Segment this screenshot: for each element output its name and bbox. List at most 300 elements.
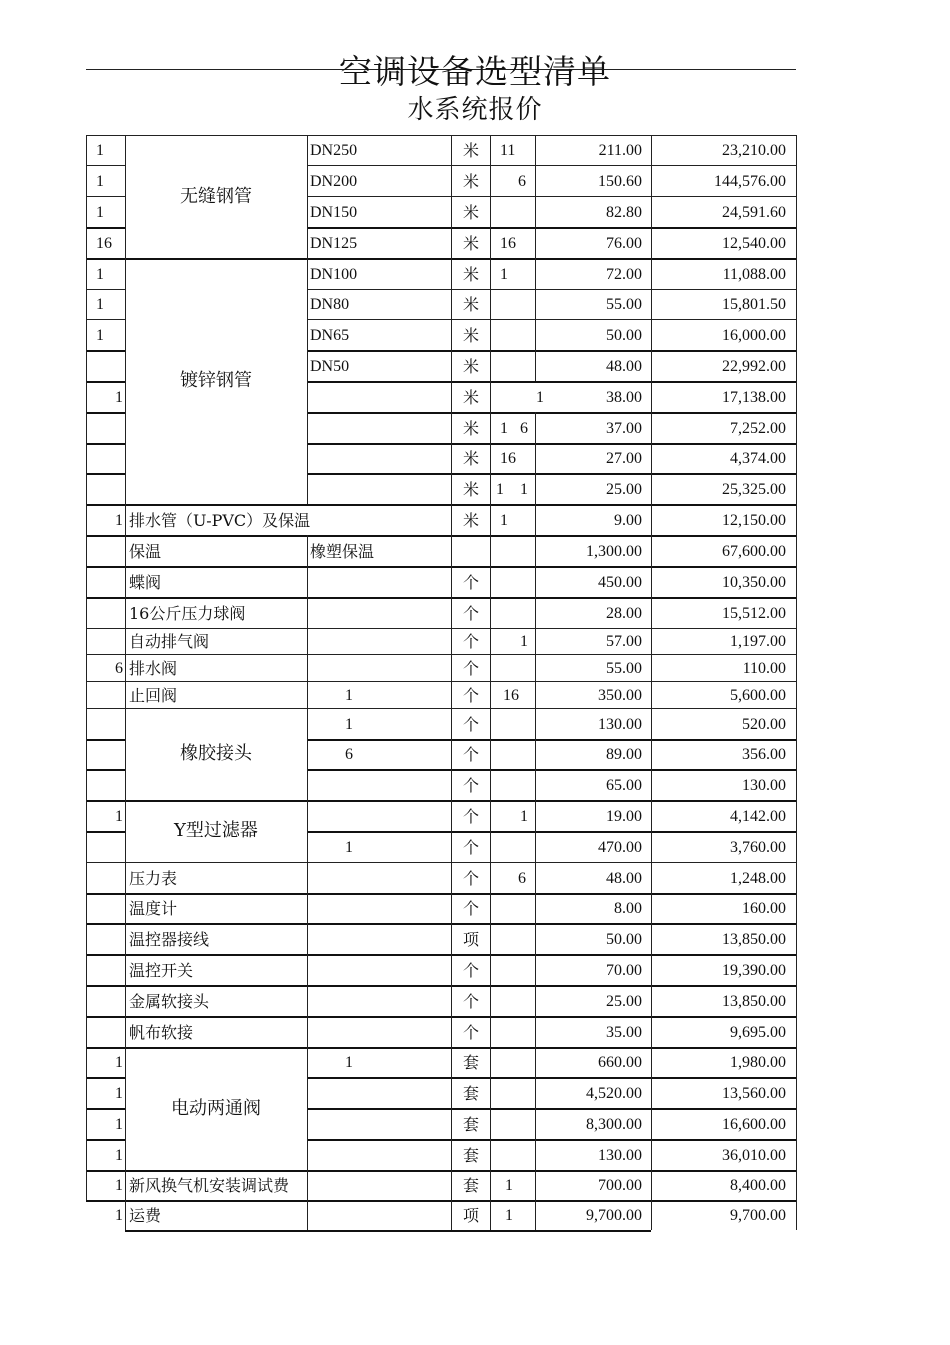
unit-cell: 个 [463, 1022, 480, 1042]
unit-price-cell: 89.00 [606, 746, 642, 763]
row-divider [651, 597, 796, 599]
group-label: 橡胶接头 [180, 743, 252, 764]
qty-cell: 1 [96, 172, 104, 190]
amount-cell: 25,325.00 [722, 480, 786, 498]
count-cell: 1 [520, 807, 528, 825]
amount-cell: 356.00 [742, 746, 786, 763]
unit-cell: 米 [463, 510, 480, 530]
row-divider [651, 196, 796, 197]
row-divider [86, 831, 125, 833]
row-divider [651, 800, 796, 802]
qty-cell: 1 [96, 203, 104, 221]
row-divider [86, 258, 125, 260]
page-subtitle: 水系统报价 [407, 95, 543, 125]
row-divider [651, 954, 796, 956]
column-divider [307, 135, 308, 504]
row-divider [125, 1016, 307, 1018]
column-divider [451, 135, 452, 1230]
amount-cell: 5,600.00 [730, 686, 786, 704]
row-divider [86, 504, 125, 506]
unit-price-cell: 450.00 [598, 573, 642, 591]
unit-price-cell: 38.00 [606, 388, 642, 406]
unit-price-cell: 211.00 [598, 142, 642, 159]
unit-price-cell: 19.00 [606, 807, 642, 825]
row-divider [307, 923, 651, 925]
amount-cell: 160.00 [742, 900, 786, 917]
unit-price-cell: 660.00 [598, 1054, 642, 1071]
unit-cell: 米 [463, 264, 480, 284]
unit-price-cell: 470.00 [598, 838, 642, 856]
unit-cell: 套 [463, 1053, 480, 1072]
row-divider [86, 381, 125, 383]
item-name-cell: 新风换气机安装调试费 [129, 1176, 290, 1195]
unit-price-cell: 48.00 [606, 869, 642, 887]
row-divider [86, 566, 125, 568]
amount-cell: 15,512.00 [722, 604, 786, 622]
row-divider [86, 1077, 125, 1079]
qty-cell: 6 [115, 659, 123, 677]
unit-cell: 个 [463, 806, 480, 826]
row-divider [125, 1230, 307, 1232]
row-divider [86, 985, 125, 987]
qty-cell: 1 [115, 388, 123, 406]
amount-cell: 16,600.00 [722, 1115, 786, 1133]
unit-cell: 米 [463, 171, 480, 191]
item-name-cell: 运费 [129, 1206, 162, 1225]
row-divider [651, 893, 796, 895]
row-divider [651, 769, 796, 771]
row-divider [307, 597, 651, 599]
amount-cell: 130.00 [742, 776, 786, 794]
row-divider [125, 681, 307, 682]
row-divider [307, 350, 651, 352]
unit-cell: 米 [463, 141, 480, 160]
amount-cell: 110.00 [742, 659, 786, 677]
column-divider [490, 135, 491, 1230]
item-name-cell: 金属软接头 [129, 991, 210, 1011]
row-divider [307, 739, 651, 741]
spec-cell: 6 [345, 746, 353, 763]
unit-cell: 个 [463, 745, 480, 764]
row-divider [125, 923, 307, 925]
qty-cell: 1 [115, 1177, 123, 1194]
unit-cell: 米 [463, 418, 480, 438]
row-divider [125, 1047, 307, 1049]
row-divider [307, 1108, 651, 1110]
count-cell: 1 [500, 265, 508, 283]
row-divider [86, 739, 125, 741]
amount-cell: 9,700.00 [730, 1207, 786, 1224]
row-divider [651, 1108, 796, 1110]
row-divider [307, 954, 651, 956]
unit-price-cell: 50.00 [606, 326, 642, 344]
unit-cell: 项 [463, 1206, 480, 1225]
unit-cell: 米 [463, 479, 480, 499]
amount-cell: 7,252.00 [730, 419, 786, 437]
row-divider [125, 566, 307, 568]
qty-cell: 1 [96, 296, 104, 313]
qty-cell: 1 [115, 1084, 123, 1102]
amount-cell: 8,400.00 [730, 1177, 786, 1194]
row-divider [651, 504, 796, 506]
count-cell: 16 [500, 450, 516, 467]
amount-cell: 10,350.00 [722, 573, 786, 591]
row-divider [86, 1047, 125, 1049]
unit-cell: 个 [463, 685, 480, 705]
row-divider [307, 1016, 651, 1018]
count-cell: 1 1 [496, 480, 528, 498]
spec-cell: DN250 [310, 142, 358, 159]
row-divider [86, 289, 125, 290]
row-divider [307, 504, 651, 506]
column-divider [86, 135, 87, 258]
amount-cell: 9,695.00 [730, 1023, 786, 1041]
amount-cell: 16,000.00 [722, 326, 786, 344]
group-label: 镀锌钢管 [180, 370, 252, 391]
spec-cell: DN80 [310, 296, 350, 313]
unit-price-cell: 130.00 [598, 715, 642, 733]
qty-cell: 1 [115, 1207, 123, 1224]
row-divider [86, 196, 125, 197]
count-cell: 1 [536, 388, 544, 406]
group-label: 电动两通阀 [171, 1097, 261, 1119]
amount-cell: 22,992.00 [722, 357, 786, 375]
row-divider [125, 258, 307, 260]
row-divider [307, 319, 651, 320]
row-divider [651, 1200, 796, 1202]
count-cell: 1 [505, 1177, 513, 1194]
item-name-cell: 自动排气阀 [129, 632, 210, 651]
column-divider [125, 135, 126, 1230]
row-divider [86, 708, 125, 709]
row-divider [86, 412, 125, 414]
row-divider [307, 535, 651, 537]
amount-cell: 24,591.60 [722, 203, 786, 221]
spec-cell: 橡塑保温 [310, 541, 375, 561]
item-name-cell: 排水管（U-PVC）及保温 [129, 510, 311, 530]
row-divider [307, 1139, 651, 1141]
row-divider [307, 1047, 651, 1049]
row-divider [651, 227, 796, 229]
row-divider [651, 654, 796, 655]
row-divider [651, 412, 796, 414]
qty-cell: 1 [115, 807, 123, 825]
row-divider [125, 800, 307, 802]
row-divider [651, 1077, 796, 1079]
row-divider [651, 681, 796, 682]
unit-price-cell: 65.00 [606, 776, 642, 794]
row-divider [651, 165, 796, 166]
row-divider [125, 504, 307, 506]
spec-cell: DN200 [310, 172, 358, 190]
column-divider [796, 135, 797, 1230]
unit-price-cell: 27.00 [606, 450, 642, 467]
unit-price-cell: 57.00 [606, 633, 642, 650]
row-divider [307, 165, 651, 166]
row-divider [86, 800, 125, 802]
qty-cell: 1 [96, 265, 104, 283]
row-divider [125, 708, 307, 709]
amount-cell: 13,850.00 [722, 992, 786, 1010]
unit-cell: 项 [463, 929, 480, 949]
row-divider [651, 350, 796, 352]
row-divider [125, 654, 307, 655]
unit-cell: 套 [463, 1114, 480, 1134]
row-divider [86, 1016, 125, 1018]
row-divider [86, 862, 125, 863]
unit-cell: 个 [463, 658, 480, 678]
row-divider [307, 681, 651, 682]
row-divider [307, 566, 651, 568]
amount-cell: 4,374.00 [730, 450, 786, 467]
qty-cell: 16 [96, 234, 112, 252]
row-divider [125, 985, 307, 987]
unit-cell: 个 [463, 868, 480, 888]
spec-cell: DN125 [310, 234, 358, 252]
row-divider [307, 443, 651, 445]
row-divider [86, 954, 125, 956]
unit-price-cell: 1,300.00 [586, 542, 642, 560]
page-title: 空调设备选型清单 [339, 52, 611, 91]
unit-price-cell: 25.00 [606, 480, 642, 498]
amount-cell: 11,088.00 [722, 265, 786, 283]
row-divider [651, 443, 796, 445]
row-divider [651, 258, 796, 260]
spec-cell: DN50 [310, 357, 350, 375]
unit-cell: 米 [463, 449, 480, 468]
row-divider [307, 800, 651, 802]
row-divider [307, 227, 651, 229]
row-divider [86, 473, 125, 475]
item-name-cell: 温控开关 [129, 960, 194, 980]
row-divider [651, 831, 796, 833]
unit-cell: 个 [463, 991, 480, 1011]
amount-cell: 1,197.00 [730, 633, 786, 650]
item-name-cell: 排水阀 [129, 658, 178, 678]
row-divider [307, 862, 651, 863]
row-divider [651, 708, 796, 709]
unit-price-cell: 4,520.00 [586, 1084, 642, 1102]
unit-price-cell: 76.00 [606, 234, 642, 252]
spec-cell: 1 [345, 1054, 353, 1071]
item-name-cell: 蝶阀 [129, 572, 162, 592]
unit-cell: 套 [463, 1145, 480, 1165]
amount-cell: 3,760.00 [730, 838, 786, 856]
unit-cell: 个 [463, 775, 480, 795]
unit-price-cell: 48.00 [606, 357, 642, 375]
row-divider [651, 566, 796, 568]
count-cell: 1 [505, 1207, 513, 1224]
row-divider [125, 1170, 307, 1172]
row-divider [125, 628, 307, 629]
unit-price-cell: 350.00 [598, 686, 642, 704]
count-cell: 6 [518, 869, 526, 887]
unit-cell: 个 [463, 714, 480, 734]
unit-price-cell: 70.00 [606, 961, 642, 979]
unit-cell: 米 [463, 202, 480, 222]
unit-cell: 米 [463, 387, 480, 407]
row-divider [86, 319, 125, 320]
row-divider [125, 954, 307, 956]
amount-cell: 19,390.00 [722, 961, 786, 979]
row-divider [651, 985, 796, 987]
row-divider [651, 862, 796, 863]
row-divider [86, 135, 125, 136]
row-divider [86, 923, 125, 925]
unit-cell: 个 [463, 572, 480, 592]
row-divider [307, 893, 651, 895]
unit-cell: 米 [463, 325, 480, 345]
unit-price-cell: 700.00 [598, 1177, 642, 1194]
row-divider [651, 473, 796, 475]
unit-price-cell: 55.00 [606, 296, 642, 313]
unit-cell: 个 [463, 960, 480, 980]
amount-cell: 67,600.00 [722, 542, 786, 560]
row-divider [651, 1139, 796, 1141]
unit-cell: 个 [463, 899, 480, 918]
item-name-cell: 温度计 [129, 899, 178, 918]
unit-price-cell: 9.00 [614, 511, 642, 529]
unit-cell: 个 [463, 632, 480, 651]
count-cell: 11 [500, 142, 516, 159]
unit-price-cell: 9,700.00 [586, 1207, 642, 1224]
row-divider [307, 831, 651, 833]
row-divider [307, 654, 651, 655]
unit-cell: 个 [463, 837, 480, 857]
unit-price-cell: 35.00 [606, 1023, 642, 1041]
unit-price-cell: 82.80 [606, 203, 642, 221]
amount-cell: 12,540.00 [722, 234, 786, 252]
row-divider [86, 535, 125, 537]
row-divider [86, 893, 125, 895]
qty-cell: 1 [96, 142, 104, 159]
count-cell: 1 [520, 633, 528, 650]
row-divider [651, 1016, 796, 1018]
row-divider [651, 289, 796, 290]
row-divider [86, 628, 125, 629]
amount-cell: 144,576.00 [714, 172, 786, 190]
unit-price-cell: 55.00 [606, 659, 642, 677]
row-divider [651, 535, 796, 537]
item-name-cell: 16公斤压力球阀 [129, 603, 246, 623]
row-divider [307, 985, 651, 987]
count-cell: 16 [500, 234, 516, 252]
amount-cell: 1,980.00 [730, 1054, 786, 1071]
row-divider [125, 1200, 307, 1202]
group-label: Y型过滤器 [174, 820, 258, 841]
spec-cell: DN100 [310, 265, 358, 283]
row-divider [86, 443, 125, 445]
row-divider [86, 1170, 125, 1172]
row-divider [125, 597, 307, 599]
row-divider [651, 381, 796, 383]
amount-cell: 15,801.50 [722, 296, 786, 313]
row-divider [86, 597, 125, 599]
row-divider [307, 289, 651, 290]
qty-cell: 1 [115, 1115, 123, 1133]
unit-price-cell: 25.00 [606, 992, 642, 1010]
row-divider [307, 135, 651, 136]
unit-price-cell: 8,300.00 [586, 1115, 642, 1133]
unit-cell: 套 [463, 1083, 480, 1103]
amount-cell: 13,560.00 [722, 1084, 786, 1102]
item-name-cell: 保温 [129, 541, 162, 561]
row-divider [125, 862, 307, 863]
amount-cell: 13,850.00 [722, 930, 786, 948]
row-divider [86, 165, 125, 166]
group-label: 无缝钢管 [180, 185, 252, 207]
amount-cell: 12,150.00 [722, 511, 786, 529]
count-cell: 6 [518, 172, 526, 190]
qty-cell: 1 [115, 1054, 123, 1071]
count-cell: 1 6 [500, 419, 528, 437]
amount-cell: 36,010.00 [722, 1146, 786, 1164]
row-divider [125, 893, 307, 895]
row-divider [651, 628, 796, 629]
row-divider [307, 196, 651, 197]
row-divider [651, 1170, 796, 1172]
amount-cell: 17,138.00 [722, 388, 786, 406]
row-divider [307, 412, 651, 414]
item-name-cell: 温控器接线 [129, 929, 210, 949]
count-cell: 16 [503, 686, 519, 704]
unit-cell: 套 [463, 1176, 480, 1195]
amount-cell: 1,248.00 [730, 869, 786, 887]
amount-cell: 4,142.00 [730, 807, 786, 825]
amount-cell: 23,210.00 [722, 142, 786, 159]
row-divider [651, 923, 796, 925]
row-divider [307, 473, 651, 475]
row-divider [86, 1200, 125, 1202]
row-divider [86, 1108, 125, 1110]
row-divider [307, 628, 651, 629]
row-divider [307, 1077, 651, 1079]
row-divider [651, 739, 796, 741]
spec-cell: 1 [345, 686, 353, 704]
item-name-cell: 帆布软接 [129, 1022, 194, 1042]
row-divider [86, 769, 125, 771]
row-divider [307, 769, 651, 771]
unit-cell: 米 [463, 295, 480, 314]
row-divider [651, 319, 796, 320]
unit-price-cell: 130.00 [598, 1146, 642, 1164]
row-divider [125, 135, 307, 136]
item-name-cell: 压力表 [129, 868, 178, 888]
qty-cell: 1 [96, 326, 104, 344]
spec-cell: DN150 [310, 203, 358, 221]
unit-cell: 米 [463, 233, 480, 253]
spec-cell: 1 [345, 715, 353, 733]
row-divider [86, 350, 125, 352]
row-divider [651, 1047, 796, 1049]
row-divider [125, 535, 307, 537]
row-divider [307, 1170, 651, 1172]
spec-cell: DN65 [310, 326, 350, 344]
spec-cell: 1 [345, 838, 353, 856]
row-divider [86, 654, 125, 655]
row-divider [307, 258, 651, 260]
unit-price-cell: 37.00 [606, 419, 642, 437]
item-name-cell: 止回阀 [129, 685, 178, 705]
amount-cell: 520.00 [742, 715, 786, 733]
row-divider [86, 227, 125, 229]
row-divider [307, 1230, 651, 1232]
unit-price-cell: 150.60 [598, 172, 642, 190]
unit-price-cell: 72.00 [606, 265, 642, 283]
unit-cell: 米 [463, 356, 480, 376]
row-divider [307, 1200, 651, 1202]
row-divider [307, 708, 651, 709]
